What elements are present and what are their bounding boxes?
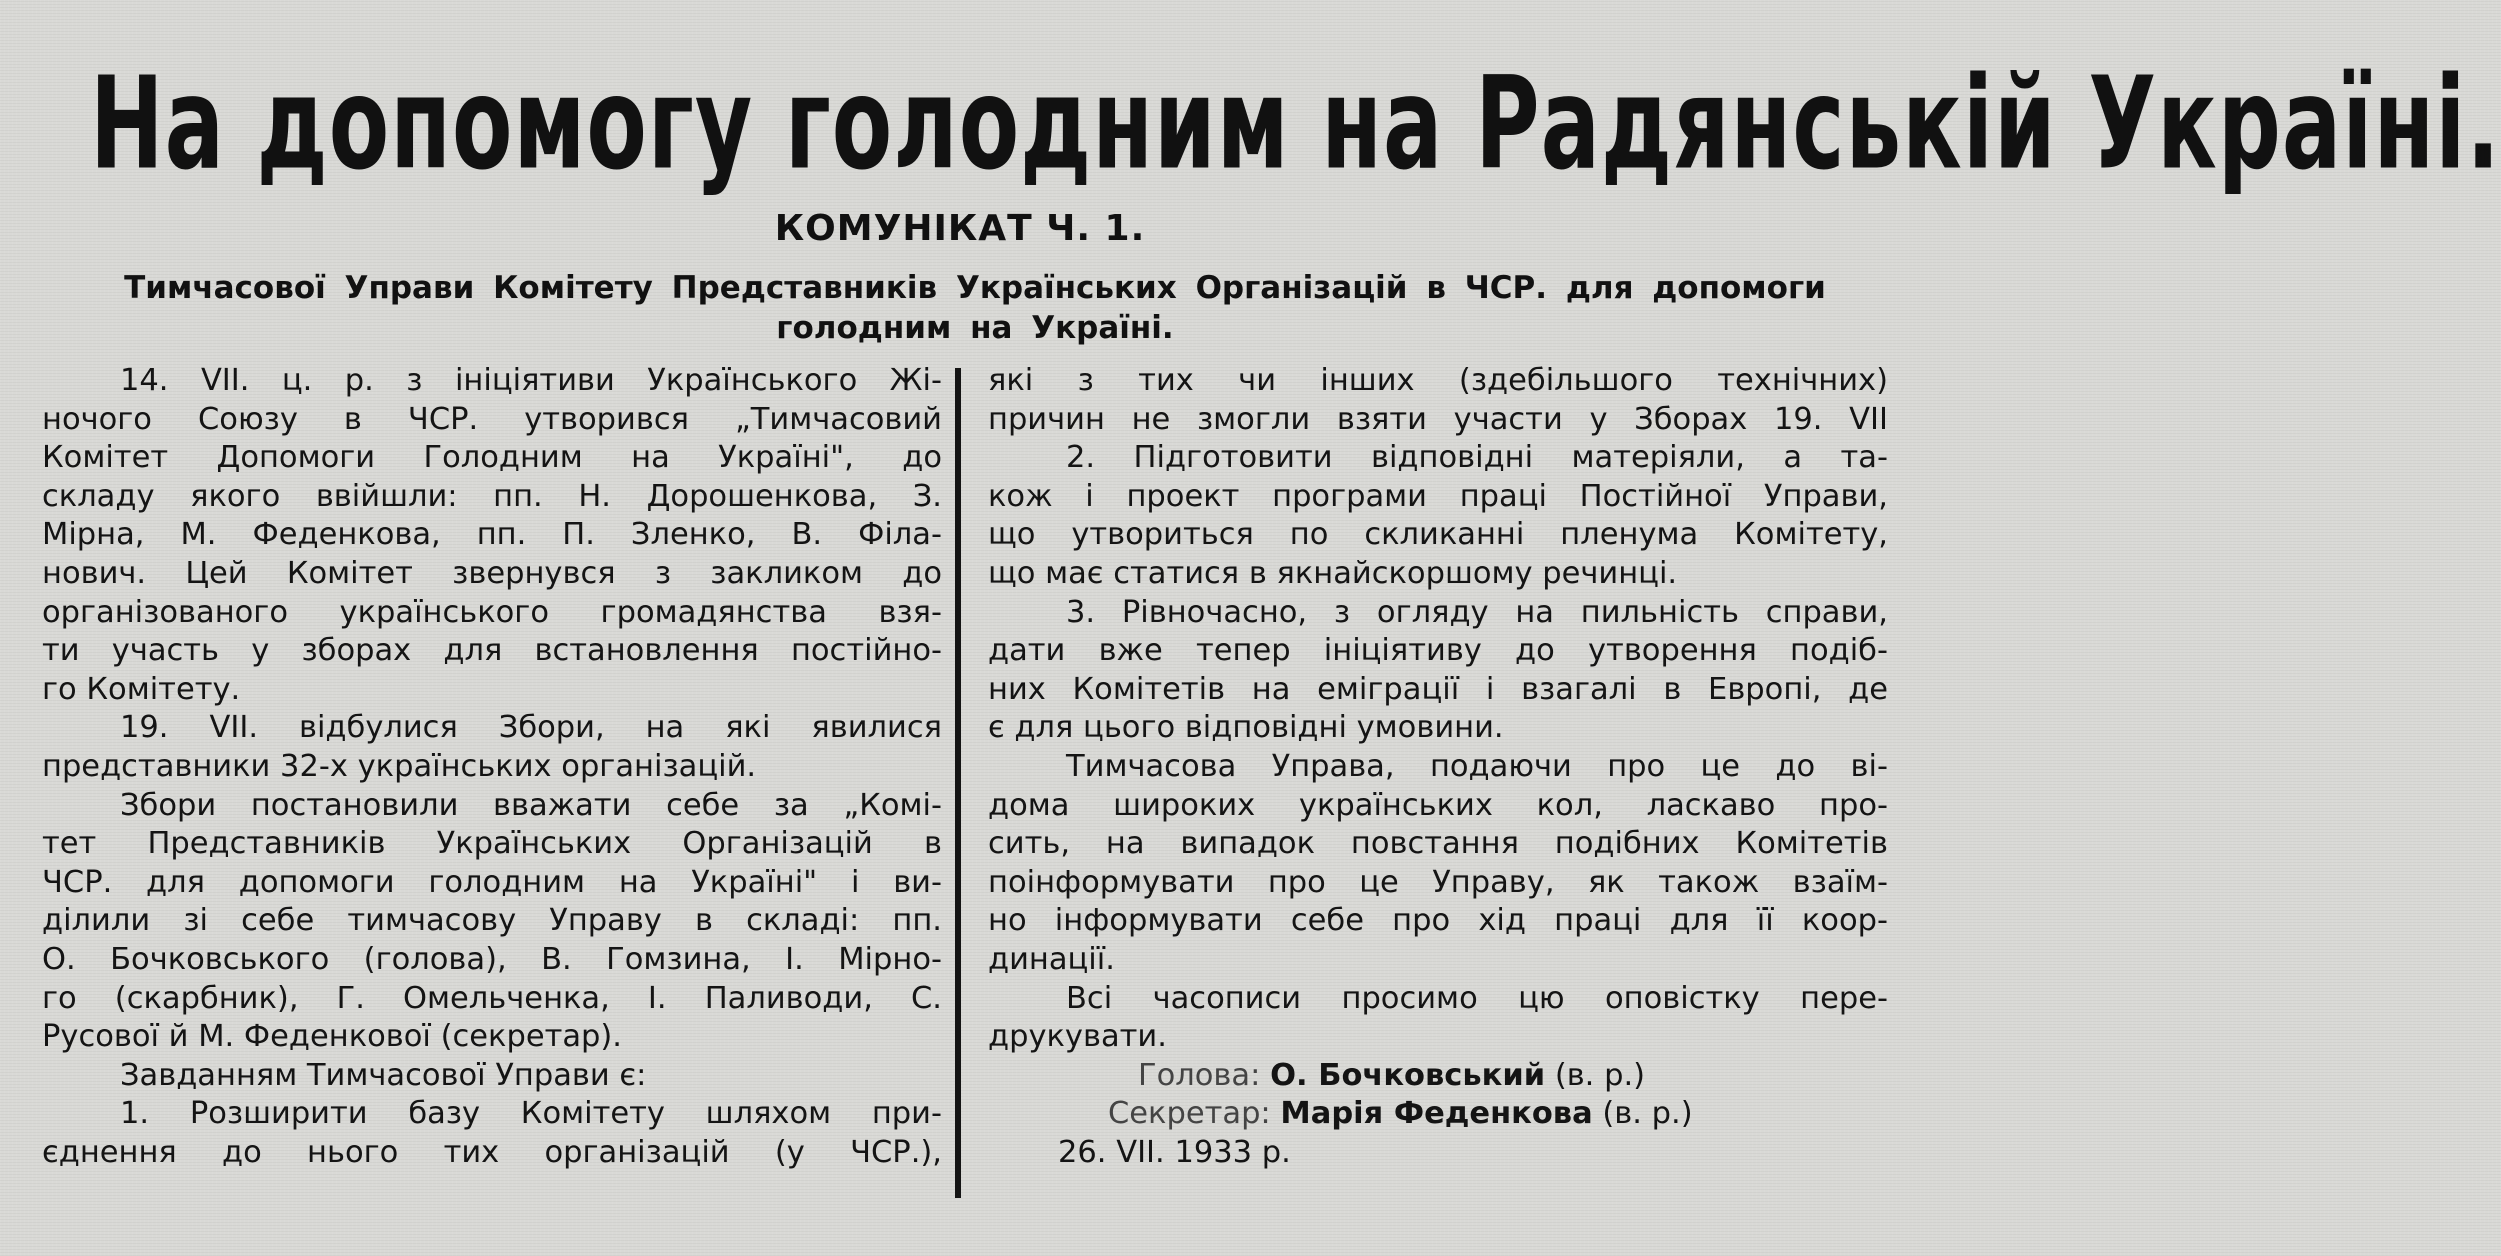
text-line: ділили зі себе тимчасову Управу в складі: пп.: [42, 903, 942, 939]
text-line: 2. Підготовити відповідні матеріяли, а та-: [1066, 440, 1888, 476]
text-line: 1. Розширити базу Комітету шляхом при-: [120, 1096, 942, 1132]
signature-role: Секретар:: [1108, 1096, 1271, 1132]
signature-suffix: (в. р.): [1554, 1057, 1646, 1093]
subtitle-line: голодним на Україні.: [776, 310, 1174, 346]
text-line: складу якого ввійшли: пп. Н. Дорошенкова, З.: [42, 478, 942, 514]
text-line: сить, на випадок повстання подібних Комітетів: [988, 826, 1888, 862]
signature-name: Марія Феденкова: [1280, 1096, 1593, 1132]
signature-date: 26. VII. 1933 р.: [1058, 1134, 1291, 1170]
text-line: го Комітету.: [42, 671, 241, 707]
text-line: 3. Рівночасно, з огляду на пильність справи,: [1066, 594, 1888, 630]
right-column: [988, 362, 1888, 1172]
text-line: 19. VII. відбулися Збори, на які явилися: [120, 710, 942, 746]
text-line: но інформувати себе про хід праці для її коор-: [988, 903, 1888, 939]
text-line: го (скарбник), Г. Омельченка, І. Паливоди, С.: [42, 980, 942, 1016]
text-line: 14. VII. ц. р. з ініціятиви Українського Жі-: [120, 363, 942, 398]
text-line: що утвориться по скликанні пленума Комітету,: [988, 517, 1888, 553]
text-line: них Комітетів на еміграції і взагалі в Европі, де: [988, 671, 1888, 707]
text-line: тет Представників Українських Організацій в: [42, 826, 942, 862]
text-line: Русової й М. Феденкової (секретар).: [42, 1019, 622, 1055]
signature-name: О. Бочковський: [1270, 1057, 1546, 1093]
text-line: поінформувати про це Управу, як також взаїм-: [988, 864, 1888, 900]
text-line: ночого Союзу в ЧСР. утворився „Тимчасовий: [42, 401, 942, 437]
signature-role: Голова:: [1138, 1057, 1261, 1093]
text-line: Мірна, М. Феденкова, пп. П. Зленко, В. Філа-: [42, 517, 942, 553]
text-line: які з тих чи інших (здебільшого технічних): [988, 363, 1888, 398]
column-divider: [955, 368, 961, 1198]
text-line: представники 32-х українських організацій.: [42, 748, 757, 784]
text-line: динації.: [988, 941, 1115, 977]
text-line: нович. Цей Комітет звернувся з закликом до: [42, 555, 942, 591]
text-line: є для цього відповідні умовини.: [988, 710, 1504, 746]
signature-suffix: (в. р.): [1602, 1096, 1693, 1132]
text-line: кож і проект програми праці Постійної Управи,: [988, 478, 1888, 514]
text-line: Завданням Тимчасової Управи є:: [120, 1057, 647, 1093]
signature-chair: [988, 1057, 1888, 1096]
text-line: дати вже тепер ініціятиву до утворення подіб-: [988, 633, 1888, 669]
communique-subtitle: [60, 268, 1890, 348]
text-line: дома широких українських кол, ласкаво про-: [988, 787, 1888, 823]
text-line: О. Бочковського (голова), В. Гомзина, І. Мірно-: [42, 941, 942, 977]
text-line: що має статися в якнайскоршому речинці.: [988, 555, 1678, 591]
left-column: [42, 362, 942, 1172]
text-line: єднення до нього тих організацій (у ЧСР.),: [42, 1134, 942, 1170]
subtitle-line: Тимчасової Управи Комітету Представників Українських Організацій в ЧСР. для допомоги: [124, 270, 1826, 306]
text-line: організованого українського громадянства взя-: [42, 594, 942, 630]
text-line: ти участь у зборах для встановлення постійно-: [42, 633, 942, 669]
signature-secretary: [988, 1095, 1888, 1134]
communique-title: КОМУНІКАТ Ч. 1.: [774, 208, 1146, 249]
text-line: Збори постановили вважати себе за „Комі-: [120, 787, 942, 823]
text-line: причин не змогли взяти участи у Зборах 19. VII: [988, 401, 1888, 437]
text-line: Комітет Допомоги Голодним на Україні", до: [42, 440, 942, 476]
text-line: Всі часописи просимо цю оповістку пере-: [1066, 980, 1888, 1016]
text-line: Тимчасова Управа, подаючи про це до ві-: [1066, 748, 1888, 784]
text-line: ЧСР. для допомоги голодним на Україні" і ви-: [42, 864, 942, 900]
text-line: друкувати.: [988, 1019, 1167, 1055]
page-title: На допомогу голодним на Радянській Україні.: [90, 48, 2501, 198]
